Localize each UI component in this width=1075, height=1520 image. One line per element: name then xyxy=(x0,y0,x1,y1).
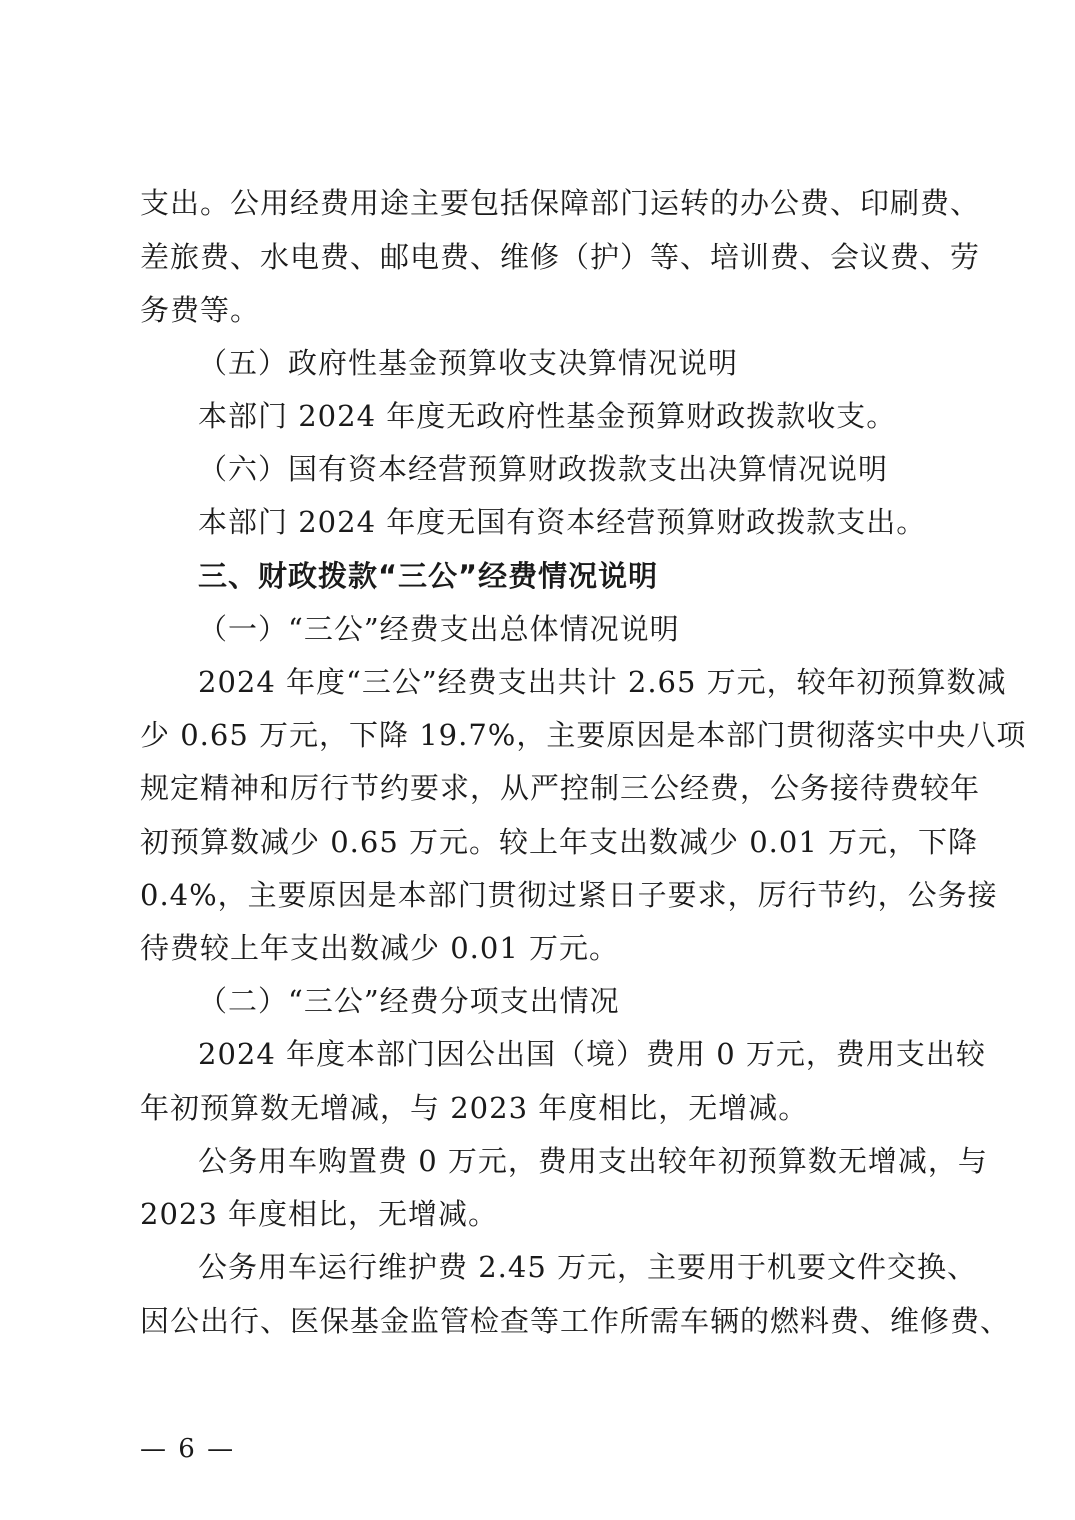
section-heading: （二）“三公”经费分项支出情况 xyxy=(198,984,620,1018)
paragraph-line: 务费等。 xyxy=(140,293,261,327)
paragraph-line: 公务用车运行维护费 2.45 万元，主要用于机要文件交换、 xyxy=(198,1250,978,1284)
paragraph-line: 2024 年度本部门因公出国（境）费用 0 万元，费用支出较 xyxy=(198,1037,986,1071)
paragraph-line: 2023 年度相比，无增减。 xyxy=(140,1197,499,1231)
paragraph-line: 公务用车购置费 0 万元，费用支出较年初预算数无增减，与 xyxy=(198,1144,988,1178)
section-heading: （六）国有资本经营预算财政拨款支出决算情况说明 xyxy=(198,452,889,486)
paragraph-line: 年初预算数无增减，与 2023 年度相比，无增减。 xyxy=(140,1091,809,1125)
page-number: — 6 — xyxy=(140,1434,236,1464)
paragraph-line: 2024 年度“三公”经费支出共计 2.65 万元，较年初预算数减 xyxy=(198,665,1007,699)
chapter-heading: 三、财政拨款“三公”经费情况说明 xyxy=(198,559,659,593)
paragraph-line: 少 0.65 万元，下降 19.7%，主要原因是本部门贯彻落实中央八项 xyxy=(140,718,1027,752)
paragraph-line: 差旅费、水电费、邮电费、维修（护）等、培训费、会议费、劳 xyxy=(140,240,981,274)
paragraph-line: 规定精神和厉行节约要求，从严控制三公经费，公务接待费较年 xyxy=(140,771,981,805)
paragraph-line: 本部门 2024 年度无国有资本经营预算财政拨款支出。 xyxy=(198,505,927,539)
paragraph-line: 因公出行、医保基金监管检查等工作所需车辆的燃料费、维修费、 xyxy=(140,1304,1011,1338)
paragraph-line: 本部门 2024 年度无政府性基金预算财政拨款收支。 xyxy=(198,399,897,433)
paragraph-line: 0.4%，主要原因是本部门贯彻过紧日子要求，厉行节约，公务接 xyxy=(140,878,998,912)
section-heading: （一）“三公”经费支出总体情况说明 xyxy=(198,612,680,646)
paragraph-line: 支出。公用经费用途主要包括保障部门运转的办公费、印刷费、 xyxy=(140,186,981,220)
section-heading: （五）政府性基金预算收支决算情况说明 xyxy=(198,346,739,380)
paragraph-line: 待费较上年支出数减少 0.01 万元。 xyxy=(140,931,620,965)
paragraph-line: 初预算数减少 0.65 万元。较上年支出数减少 0.01 万元，下降 xyxy=(140,825,979,859)
